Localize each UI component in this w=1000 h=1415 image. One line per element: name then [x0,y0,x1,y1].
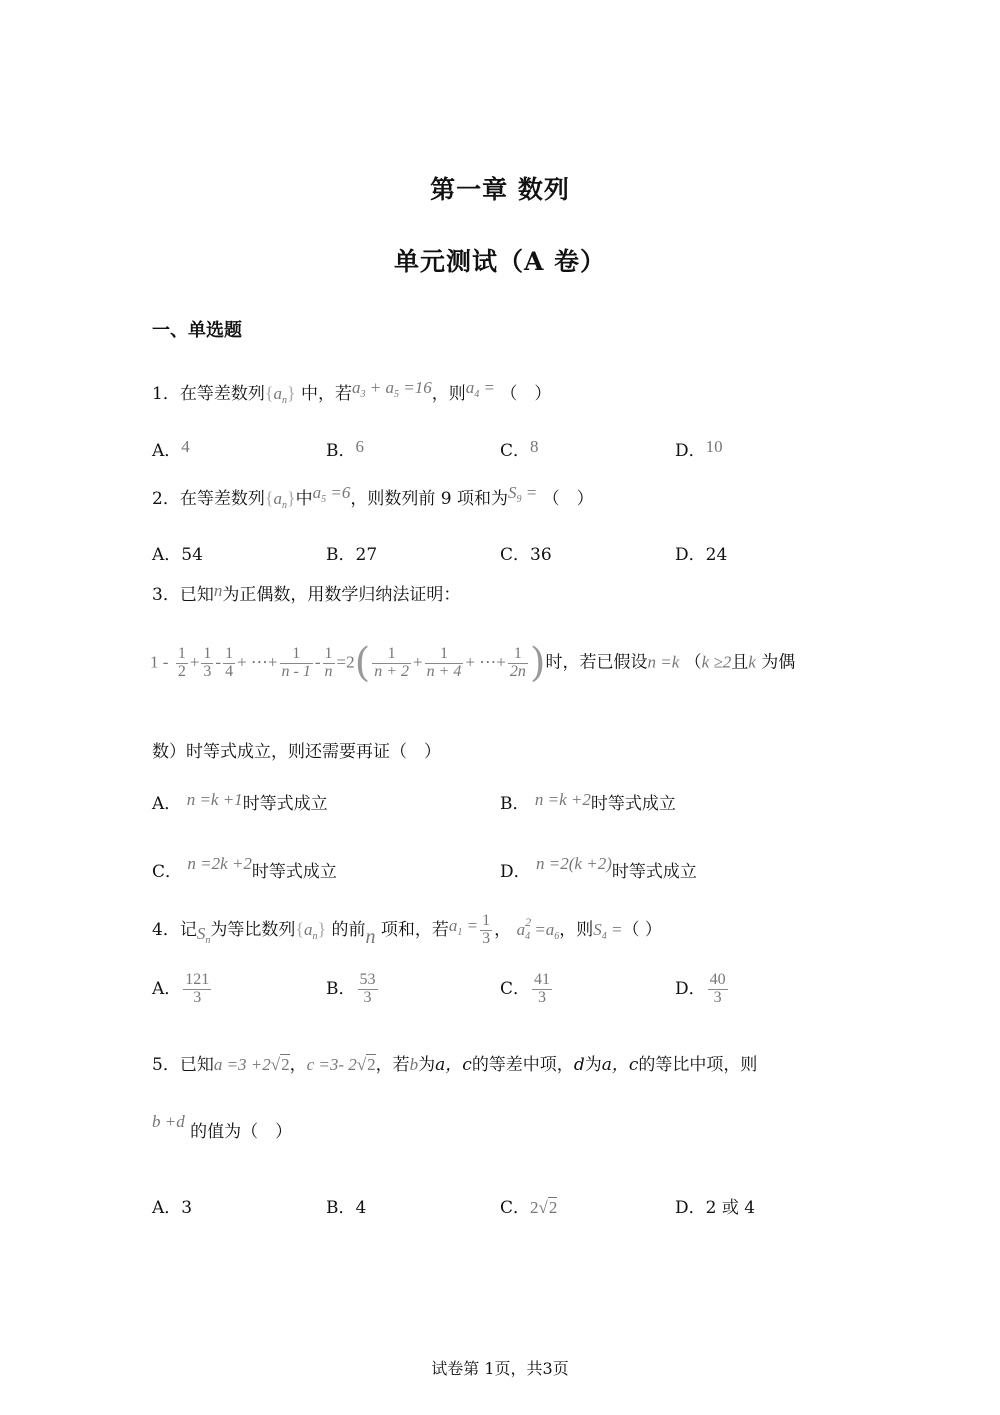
q4-option-d[interactable]: D． $\frac{40}{3}$ [675,971,726,1006]
exam-subtitle: 单元测试（A 卷） [393,247,607,276]
section-heading: 一、单选题 [152,320,242,341]
q4-option-b[interactable]: B． $\frac{53}{3}$ [326,971,376,1006]
q2-option-d[interactable]: D．24 [675,545,728,565]
q1-option-a[interactable]: A．4 [152,437,190,461]
q3-option-d[interactable]: D． n =2(k +2)时等式成立 [500,854,697,882]
condition-expr: $a_5 =6$ [312,483,351,505]
page-footer: 试卷第 1页，共3页 [431,1359,569,1378]
question-4: 4．记$S_n$为等比数列$\{a_n\}$ 的前n 项和，若$a_1$ = $\frac{1}{3}$ ， $a^2_4 =a_6$，则$S_4$ =（ ） [152,912,662,948]
q3-option-c[interactable]: C． n =2k +2时等式成立 [152,854,337,882]
q4-option-a[interactable]: A． $\frac{121}{3}$ [152,971,210,1006]
fraction: $\frac{1}{2}$ [177,644,186,680]
q2-option-c[interactable]: C．36 [500,545,552,565]
question-2: 2．在等差数列$\{a_n\}$中$a_5 =6$，则数列前 9 项和为$S_9$ = （ ） [152,483,594,511]
question-3-line-2: 数）时等式成立，则还需要再证（ ） [152,742,441,762]
condition-expr: $a_3 + a_5 =16$ [352,378,432,400]
q1-option-c[interactable]: C．8 [500,437,539,461]
sequence-notation: $\{a_n\}$ [264,488,296,511]
q4-option-c[interactable]: C． $\frac{41}{3}$ [500,971,551,1006]
q1-option-b[interactable]: B．6 [326,437,364,461]
q5-option-d[interactable]: D．2 或 4 [675,1198,756,1218]
question-1: 1．在等差数列$\{a_n\}$ 中，若$a_3 + a_5 =16$，则$a_4$ = （ ） [152,378,552,406]
q5-option-c[interactable]: C．2√2 [500,1198,558,1218]
question-3: 3．已知n为正偶数，用数学归纳法证明： [152,581,461,605]
q3-option-a[interactable]: A． n =k +1时等式成立 [152,790,328,814]
q5-option-b[interactable]: B．4 [326,1198,367,1218]
chapter-title: 第一章 数列 [430,175,570,204]
q5-option-a[interactable]: A．3 [152,1198,193,1218]
sequence-notation: $\{a_n\}$ [264,383,296,406]
target-expr: $a_4$ = [465,378,495,400]
question-5-line-2: b +d 的值为（ ） [152,1112,293,1142]
q3-option-b[interactable]: B． n =k +2时等式成立 [500,790,676,814]
q2-option-a[interactable]: A．54 [152,545,203,565]
q2-option-b[interactable]: B．27 [326,545,378,565]
q1-option-d[interactable]: D．10 [675,437,723,461]
question-5: 5．已知a =3 +2√2，c =3- 2√2，若b为a，c的等差中项，d为a，c的等比中项，则 [152,1055,758,1075]
sum-expr: $S_9$ = [507,483,538,505]
induction-equation: 1 - $\frac{1}{2}$ + $\frac{1}{3}$ - $\frac{1}{4}$ + ⋯+ $\frac{1}{n - 1}$ - $\frac{1}{n}$ =2( $\frac{1}{n + 2}$ + $\frac{1}{n + 4}$ + ⋯+ $\frac{1}{2n}$ )时，若已假设n =k （k ≥2且k 为偶 [150,640,796,686]
